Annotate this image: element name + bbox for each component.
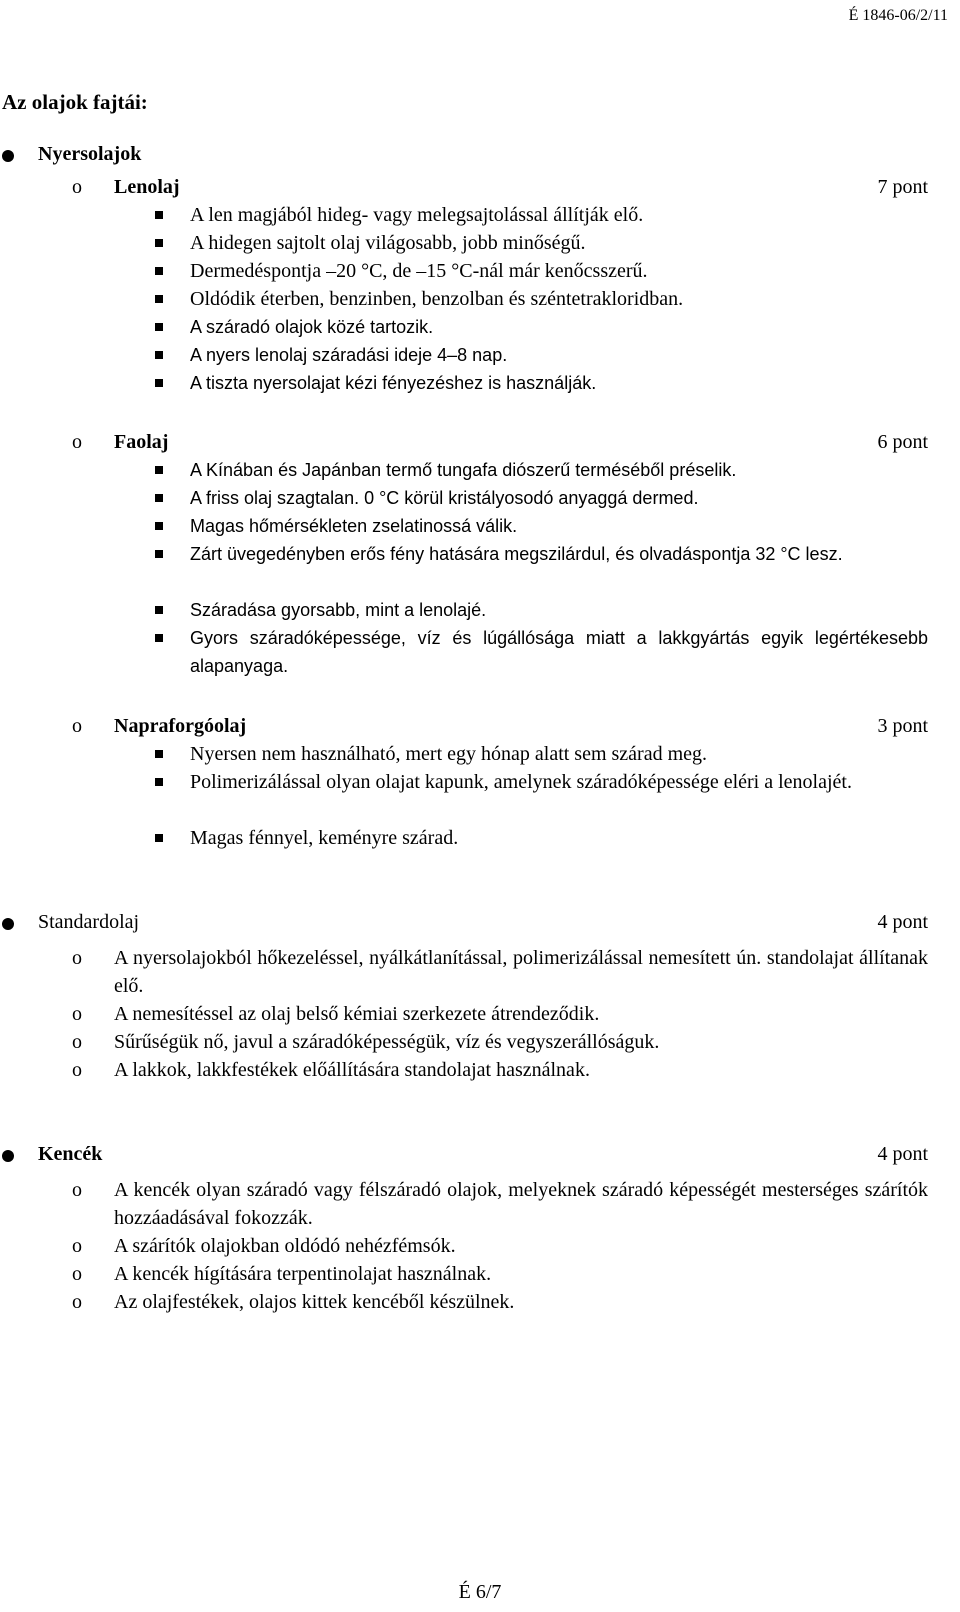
- circle-bullet-icon: o: [72, 176, 82, 198]
- points-label: 4 pont: [877, 911, 928, 933]
- square-bullet-icon: [155, 351, 163, 359]
- bullet-icon: [2, 1150, 14, 1162]
- page-number: É 6/7: [458, 1581, 502, 1603]
- section-heading: Nyersolajok: [38, 143, 142, 165]
- bullet-icon: [2, 918, 14, 930]
- circle-bullet-icon: o: [72, 1059, 82, 1081]
- square-bullet-icon: [155, 494, 163, 502]
- section-heading: Standardolaj: [38, 911, 140, 933]
- subsection-heading: Faolaj: [114, 431, 169, 453]
- square-bullet-icon: [155, 522, 163, 530]
- square-bullet-icon: [155, 634, 163, 642]
- circle-bullet-icon: o: [72, 1263, 82, 1285]
- circle-bullet-icon: o: [72, 431, 82, 453]
- circle-bullet-icon: o: [72, 1235, 82, 1257]
- square-bullet-icon: [155, 606, 163, 614]
- square-bullet-icon: [155, 239, 163, 247]
- points-label: 4 pont: [877, 1143, 928, 1165]
- circle-bullet-icon: o: [72, 715, 82, 737]
- subsection-lenolaj: [0, 173, 940, 201]
- square-bullet-icon: [155, 550, 163, 558]
- square-bullet-icon: [155, 323, 163, 331]
- square-bullet-icon: [155, 379, 163, 387]
- circle-bullet-icon: o: [72, 1003, 82, 1025]
- page-title: Az olajok fajtái:: [2, 90, 148, 114]
- points-label: 6 pont: [877, 431, 928, 453]
- square-bullet-icon: [155, 834, 163, 842]
- circle-bullet-icon: o: [72, 947, 82, 969]
- square-bullet-icon: [155, 211, 163, 219]
- subsection-heading: Napraforgóolaj: [114, 715, 247, 737]
- circle-bullet-icon: o: [72, 1179, 82, 1201]
- section-nyersolajok: [0, 140, 940, 168]
- subsection-faolaj: [0, 428, 940, 456]
- square-bullet-icon: [155, 778, 163, 786]
- square-bullet-icon: [155, 267, 163, 275]
- square-bullet-icon: [155, 750, 163, 758]
- square-bullet-icon: [155, 295, 163, 303]
- bullet-icon: [2, 150, 14, 162]
- circle-bullet-icon: o: [72, 1291, 82, 1313]
- section-standardolaj: [0, 908, 940, 936]
- subsection-napraforgoolaj: [0, 712, 940, 740]
- points-label: 3 pont: [877, 715, 928, 737]
- section-kencek: [0, 1140, 940, 1168]
- points-label: 7 pont: [877, 176, 928, 198]
- circle-bullet-icon: o: [72, 1031, 82, 1053]
- square-bullet-icon: [155, 466, 163, 474]
- document-code: É 1846-06/2/11: [848, 7, 948, 24]
- subsection-heading: Lenolaj: [114, 176, 180, 198]
- section-heading: Kencék: [38, 1143, 103, 1165]
